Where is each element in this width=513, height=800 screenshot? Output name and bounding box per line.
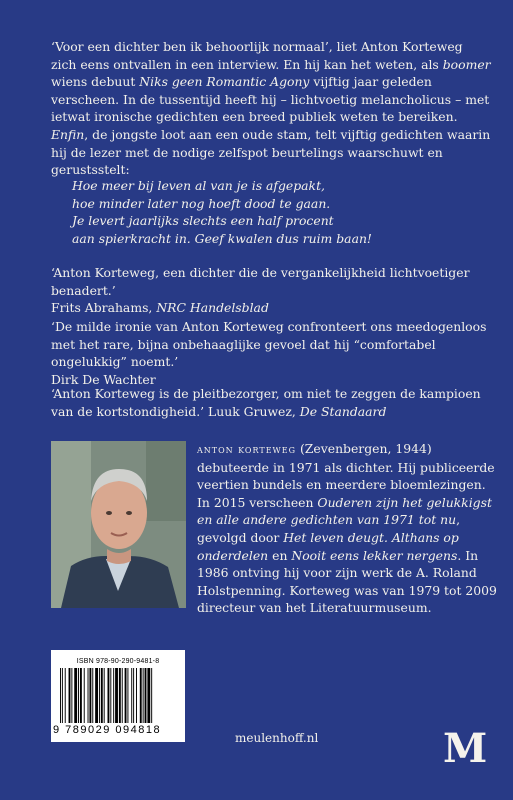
poem-line: Hoe meer bij leven al van je is afgepakt, [72, 178, 325, 193]
review-quote-1 [51, 264, 491, 317]
author-portrait-image [51, 441, 186, 608]
ean-number: 9 789029 094818 [53, 724, 162, 736]
bio-text: , gevolgd door [197, 512, 461, 545]
bio-book-title: Ouderen zijn het gelukkigst en alle andere gedichten van 1971 tot nu [197, 494, 492, 528]
bio-book-title: Het leven deugt. Althans op onderdelen [197, 529, 459, 563]
quote-text: ‘Anton Korteweg, een dichter die de vergankelijkheid lichtvoetiger benadert.’ [51, 265, 470, 298]
poem-excerpt [72, 177, 492, 247]
intro-text-part: wiens debuut [51, 74, 140, 90]
quote-source: Frits Abrahams, [51, 300, 157, 316]
isbn-label: ISBN 978-90-290-9481-8 [76, 658, 160, 665]
isbn-barcode [51, 650, 185, 742]
poem-line: hoe minder later nog hoeft dood te gaan. [72, 195, 331, 211]
bio-book-title: Nooit eens lekker nergens [291, 547, 458, 563]
publisher-website[interactable]: meulenhoff.nl [235, 731, 319, 745]
quote-publication: NRC Handelsblad [156, 300, 269, 316]
intro-paragraph-1 [51, 38, 491, 126]
intro-text [51, 38, 491, 179]
poem-line: aan spierkracht in. Geef kwalen dus ruim baan! [72, 230, 372, 246]
quote-text: ‘Anton Korteweg is de pleitbezorger, om niet te zeggen de kampioen van de kortstondigheid.’ Luuk Gruwez, [51, 386, 481, 419]
book-title: Enfin [51, 126, 85, 142]
quote-source: Dirk De Wachter [51, 371, 156, 387]
author-name: anton korteweg [197, 443, 297, 456]
review-quote-2 [51, 318, 491, 388]
intro-text-part: vijftig jaar geleden verscheen. In de tussentijd heeft hij – lichtvoetig melancholicus – met ietwat ironische gedichten een breed publiek weten te bereiken. [51, 74, 490, 125]
author-bio [197, 440, 497, 617]
review-quote-3 [51, 385, 491, 420]
quote-publication: De Standaard [299, 403, 387, 419]
quote-text: ‘De milde ironie van Anton Korteweg confronteert ons meedogenloos met het rare, bijna onbehaaglijke gevoel dat hij “comfortabel ongelukkig” noemt.’ [51, 319, 487, 370]
barcode-bars [60, 668, 178, 723]
intro-paragraph-2 [51, 126, 491, 179]
debut-title: Niks geen Romantic Agony [139, 74, 310, 90]
intro-italic: boomer [442, 56, 491, 72]
poem-line: Je levert jaarlijks slechts een half procent [72, 213, 334, 229]
intro-text-part: , de jongste loot aan een oude stam, telt vijftig gedichten waarin hij de lezer met de nodige zelfspot beurtelings waarschuwt en gerustsstelt: [51, 126, 491, 178]
bio-text: (Zevenbergen, 1944) debuteerde in 1971 als dichter. Hij publiceerde veertien bundels en meerdere bloemlezingen. In 2015 verscheen [197, 441, 495, 510]
intro-text-part: ‘Voor een dichter ben ik behoorlijk normaal’, liet Anton Korteweg zich eens ontvallen in een interview. En hij kan het weten, als [51, 39, 463, 72]
bio-text: . In 1986 ontving hij voor zijn werk de A. Roland Holstpenning. Korteweg was van 1979 tot 2009 directeur van het Literatuurmuseum. [197, 547, 497, 616]
bio-text: en [268, 547, 292, 563]
author-photo [51, 441, 186, 608]
publisher-logo: M [443, 725, 488, 772]
